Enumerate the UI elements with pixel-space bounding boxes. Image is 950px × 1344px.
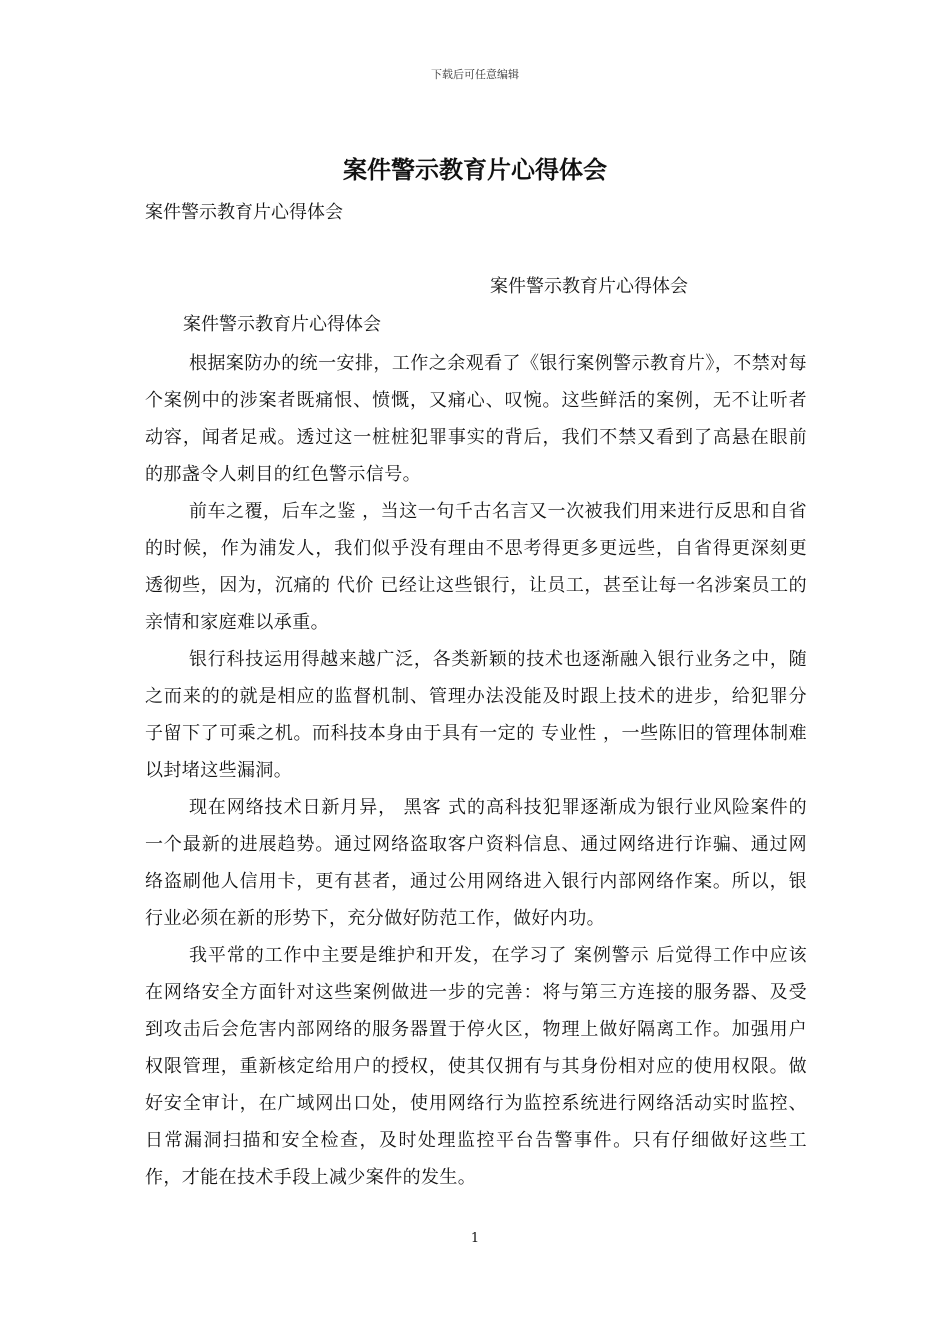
page-number: 1 xyxy=(470,1231,480,1246)
paragraph-4: 现在网络技术日新月异， 黑客 式的高科技犯罪逐渐成为银行业风险案件的一个最新的进展趋势。通过网络盗取客户资料信息、通过网络进行诈骗、通过网络盗刷他人信用卡，更有甚者，通过公用网络进入银行内部网络作案。所以，银行业必须在新的形势下，充分做好防范工作，做好内功。 xyxy=(145,797,807,929)
subtitle-line-3: 案件警示教育片心得体会 xyxy=(183,314,381,335)
document-title: 案件警示教育片心得体会 xyxy=(343,156,607,184)
document-body xyxy=(145,345,807,1196)
subtitle-line-2: 案件警示教育片心得体会 xyxy=(490,276,688,297)
paragraph-5: 我平常的工作中主要是维护和开发，在学习了 案例警示 后觉得工作中应该在网络安全方面针对这些案例做进一步的完善：将与第三方连接的服务器、及受到攻击后会危害内部网络的服务器置于停火区，物理上做好隔离工作。加强用户权限管理，重新核定给用户的授权，使其仅拥有与其身份相对应的使用权限。做好安全审计，在广域网出口处，使用网络行为监控系统进行网络活动实时监控、日常漏洞扫描和安全检查，及时处理监控平台告警事件。只有仔细做好这些工作，才能在技术手段上减少案件的发生。 xyxy=(145,945,807,1188)
paragraph-3: 银行科技运用得越来越广泛，各类新颖的技术也逐渐融入银行业务之中，随之而来的的就是相应的监督机制、管理办法没能及时跟上技术的进步，给犯罪分子留下了可乘之机。而科技本身由于具有一定的 专业性 ，一些陈旧的管理体制难以封堵这些漏洞。 xyxy=(145,649,807,781)
paragraph-2: 前车之覆，后车之鉴 ，当这一句千古名言又一次被我们用来进行反思和自省的时候，作为浦发人，我们似乎没有理由不思考得更多更远些，自省得更深刻更透彻些，因为，沉痛的 代价 已经让这些银行，让员工，甚至让每一名涉案员工的亲情和家庭难以承重。 xyxy=(145,501,807,633)
subtitle-line-1: 案件警示教育片心得体会 xyxy=(145,202,343,223)
header-note: 下载后可任意编辑 xyxy=(431,68,519,81)
paragraph-1: 根据案防办的统一安排，工作之余观看了《银行案例警示教育片》，不禁对每个案例中的涉案者既痛恨、愤慨，又痛心、叹惋。这些鲜活的案例，无不让听者动容，闻者足戒。透过这一桩桩犯罪事实的背后，我们不禁又看到了高悬在眼前的那盏令人刺目的红色警示信号。 xyxy=(145,353,807,485)
